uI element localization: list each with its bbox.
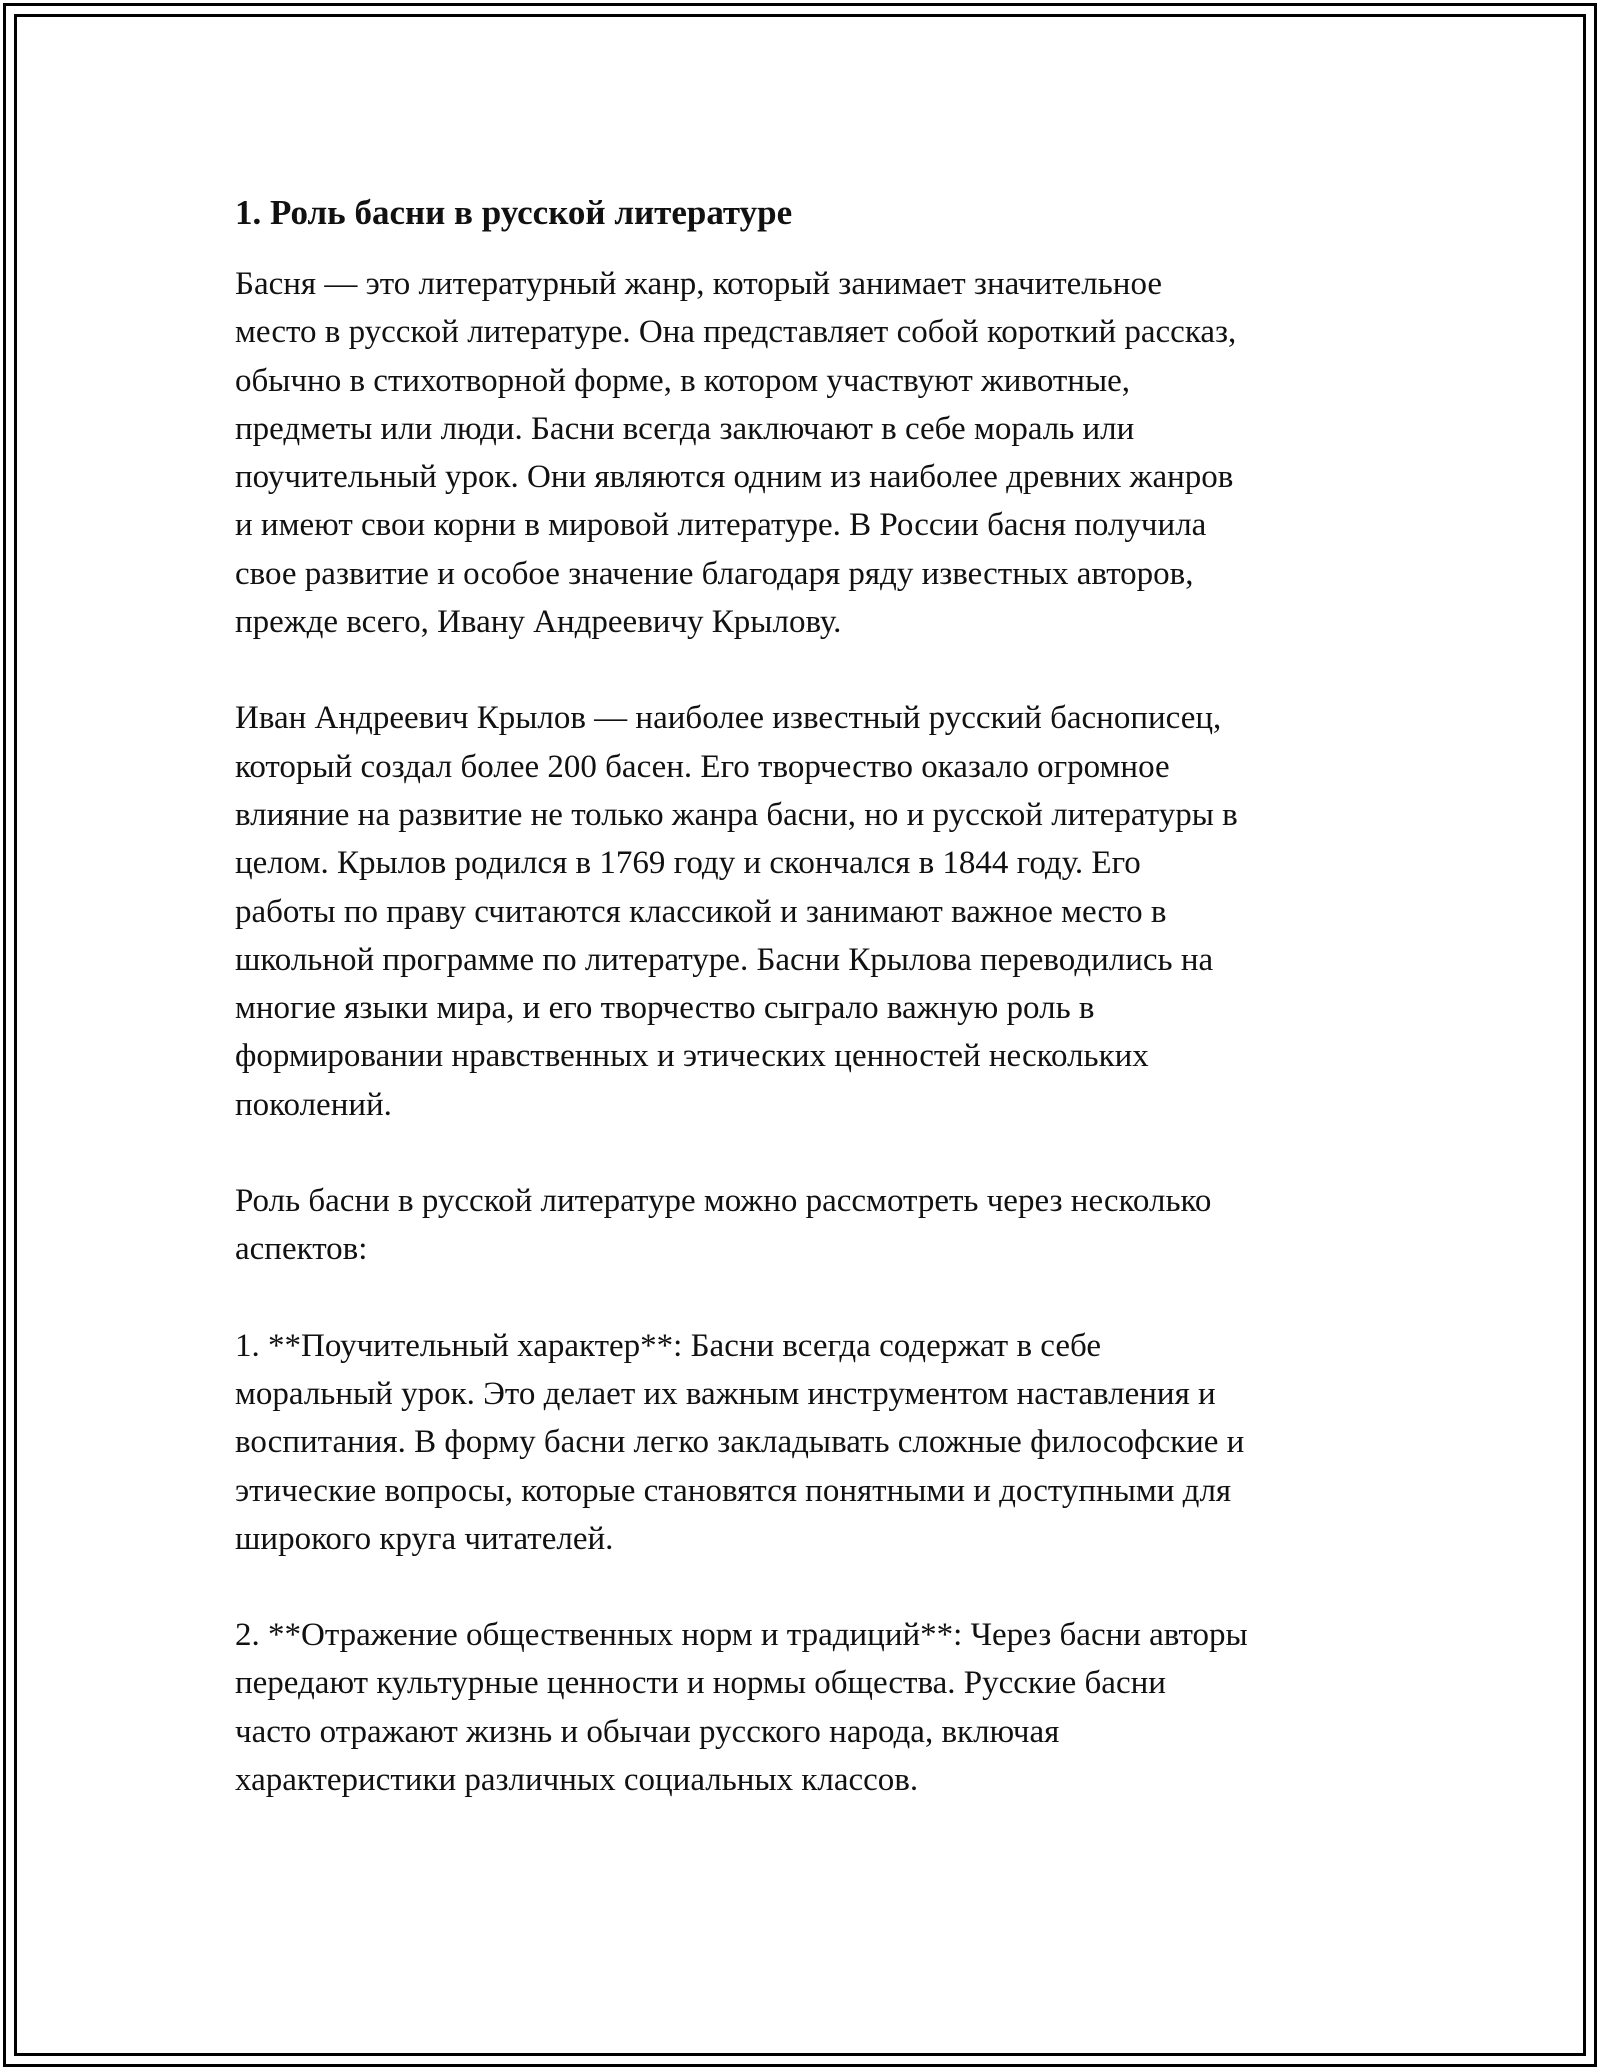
text-line: Басня — это литературный жанр, который занимает значительное	[235, 266, 1162, 302]
text-line: работы по праву считаются классикой и занимают важное место в	[235, 893, 1167, 930]
text-line: аспектов:	[235, 1231, 368, 1268]
text-line: прежде всего, Ивану Андреевичу Крылову.	[235, 604, 842, 641]
text-line: этические вопросы, которые становятся понятными и доступными для	[235, 1472, 1232, 1509]
text-line: и имеют свои корни в мировой литературе. В России басня получила	[235, 507, 1207, 544]
text-line: целом. Крылов родился в 1769 году и скончался в 1844 году. Его	[235, 845, 1141, 882]
text-line: поколений.	[235, 1086, 392, 1123]
paragraph-aspects-intro	[235, 1177, 1375, 1274]
text-line: широкого круга читателей.	[235, 1520, 614, 1557]
text-line: свое развитие и особое значение благодаря ряду известных авторов,	[235, 555, 1194, 592]
text-line: 1. **Поучительный характер**: Басни всегда содержат в себе	[235, 1327, 1102, 1364]
text-line: многие языки мира, и его творчество сыграло важную роль в	[235, 990, 1095, 1027]
text-line: часто отражают жизнь и обычаи русского народа, включая	[235, 1713, 1060, 1750]
text-line: характеристики различных социальных классов.	[235, 1762, 919, 1799]
paragraph-aspect-2	[235, 1611, 1375, 1804]
text-line: поучительный урок. Они являются одним из наиболее древних жанров	[235, 459, 1234, 496]
text-line: формировании нравственных и этических ценностей нескольких	[235, 1038, 1149, 1075]
text-line: 2. **Отражение общественных норм и традиций**: Через басни авторы	[235, 1617, 1248, 1654]
text-line: передают культурные ценности и нормы общества. Русские басни	[235, 1665, 1166, 1702]
text-line: место в русской литературе. Она представляет собой короткий рассказ,	[235, 314, 1237, 351]
text-line: обычно в стихотворной форме, в котором участвуют животные,	[235, 362, 1131, 399]
text-line: влияние на развитие не только жанра басни, но и русской литературы в	[235, 796, 1238, 833]
document-body	[235, 188, 1375, 1852]
paragraph-intro	[235, 260, 1375, 646]
section-heading: 1. Роль басни в русской литературе	[235, 193, 793, 232]
paragraph-aspect-1	[235, 1322, 1375, 1563]
text-line: воспитания. В форму басни легко закладывать сложные философские и	[235, 1424, 1245, 1461]
text-line: Роль басни в русской литературе можно рассмотреть через несколько	[235, 1183, 1212, 1220]
text-line: предметы или люди. Басни всегда заключают в себе мораль или	[235, 410, 1135, 447]
text-line: Иван Андреевич Крылов — наиболее известный русский баснописец,	[235, 700, 1222, 737]
text-line: школьной программе по литературе. Басни Крылова переводились на	[235, 941, 1214, 978]
text-line: моральный урок. Это делает их важным инструментом наставления и	[235, 1375, 1216, 1412]
paragraph-krylov	[235, 694, 1375, 1129]
text-line: который создал более 200 басен. Его творчество оказало огромное	[235, 748, 1170, 785]
